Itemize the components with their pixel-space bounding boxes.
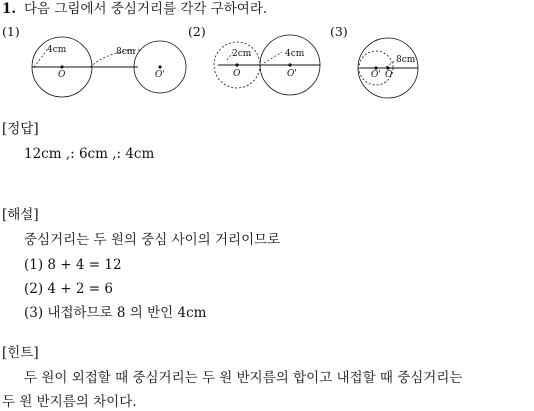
fig2-radius-label-2: 4cm xyxy=(285,49,305,59)
figure-label-2: (2) xyxy=(188,24,206,39)
figure-3 xyxy=(358,38,418,98)
problem-text: 다음 그림에서 중심거리를 각각 구하여라. xyxy=(24,1,268,17)
figure-2 xyxy=(214,35,320,95)
fig3-center-1: O' xyxy=(371,70,381,80)
explanation-line-1: (1) 8 + 4 = 12 xyxy=(24,257,122,273)
figure-label-1: (1) xyxy=(2,24,20,39)
answer-text: 12cm ,: 6cm ,: 4cm xyxy=(24,146,155,162)
explanation-line-2: (2) 4 + 2 = 6 xyxy=(24,281,113,297)
fig2-center-1: O xyxy=(233,69,241,79)
fig1-radius-label-1: 4cm xyxy=(47,45,67,55)
explanation-line-3: (3) 내접하므로 8 의 반인 4cm xyxy=(24,305,207,321)
explanation-header: [해설] xyxy=(2,207,39,223)
hint-line-1: 두 원이 외접할 때 중심거리는 두 원 반지름의 합이고 내접할 때 중심거리는 xyxy=(24,370,463,386)
fig3-radius-label: 8cm xyxy=(396,55,416,65)
problem-number: 1. xyxy=(2,1,17,17)
fig2-center-2: O' xyxy=(287,69,297,79)
fig1-center-2: O' xyxy=(155,70,165,80)
explanation-intro: 중심거리는 두 원의 중심 사이의 거리이므로 xyxy=(24,232,281,248)
figure-1 xyxy=(32,37,186,97)
hint-line-2: 두 원 반지름의 차이다. xyxy=(2,394,137,410)
fig1-center-1: O xyxy=(58,70,66,80)
fig3-center-2: O xyxy=(385,70,393,80)
figure-label-3: (3) xyxy=(330,24,348,39)
fig2-radius-label-1: 2cm xyxy=(232,49,252,59)
fig1-radius-label-2: 8cm xyxy=(116,47,136,57)
answer-header: [정답] xyxy=(2,121,39,137)
hint-header: [힌트] xyxy=(2,345,39,361)
